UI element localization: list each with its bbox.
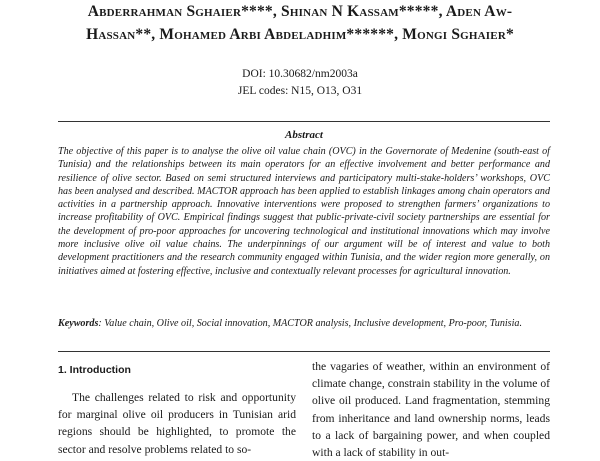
abstract-top-rule	[58, 121, 550, 122]
keywords	[58, 317, 550, 330]
abstract-body: The objective of this paper is to analyse the olive oil value chain (OVC) in the Governorate of Medenine (south-east of Tunisia) and the relationships between its main operators for an effective involvement and better performance and resilience of olive sector. Based on semi structured interviews and participatory multi-stake-holders’ workshops, OVC has been analysed and described. MACTOR approach has been applied to establish linkages among chain operators and activities in a partnership approach. Innovative interventions were proposed to strengthen farmers’ organizations to increase profitability of OVC. Empirical findings suggest that public-private-civil society partnerships are essential for the development of pro-poor approaches for uncovering technological and institutional innovations which may involve more inclusive olive oil value chains. The underpinnings of our argument will be of interest and value to both development practitioners and the research community engaged within Tunisia, and the wider region more generally, on initiatives aimed at fostering effective, inclusive and contextually relevant processes for agricultural innovation.	[58, 146, 550, 277]
author-line-2: Hassan**, Mohamed Arbi Abdeladhim******, Mongi Sghaier*	[86, 26, 514, 43]
keywords-label: Keywords	[58, 318, 99, 329]
author-list	[40, 0, 560, 46]
introduction-left-column: The challenges related to risk and opportunity for marginal olive oil producers in Tunisian arid regions should be highlighted, to promote the sector and resolve problems related to so-	[58, 391, 296, 456]
keywords-text: : Value chain, Olive oil, Social innovation, MACTOR analysis, Inclusive development, Pro-poor, Tunisia.	[98, 318, 522, 329]
jel-codes: JEL codes: N15, O13, O31	[237, 85, 363, 97]
section-heading-introduction: 1. Introduction	[58, 364, 131, 376]
introduction-right-column: the vagaries of weather, within an environment of climate change, constrain stability in the volume of olive oil produced. Land fragmentation, stemming from inheritance and land ownership norms, leads to a lack of bargaining power, and when coupled with a lack of stability in out-	[312, 360, 550, 460]
abstract-bottom-rule	[58, 351, 550, 352]
article-meta	[200, 66, 400, 100]
abstract-heading: Abstract	[285, 129, 323, 141]
doi-link[interactable]: DOI: 10.30682/nm2003a	[242, 68, 358, 80]
author-line-1: Abderrahman Sghaier****, Shinan N Kassam*****, Aden Aw-	[87, 3, 513, 20]
